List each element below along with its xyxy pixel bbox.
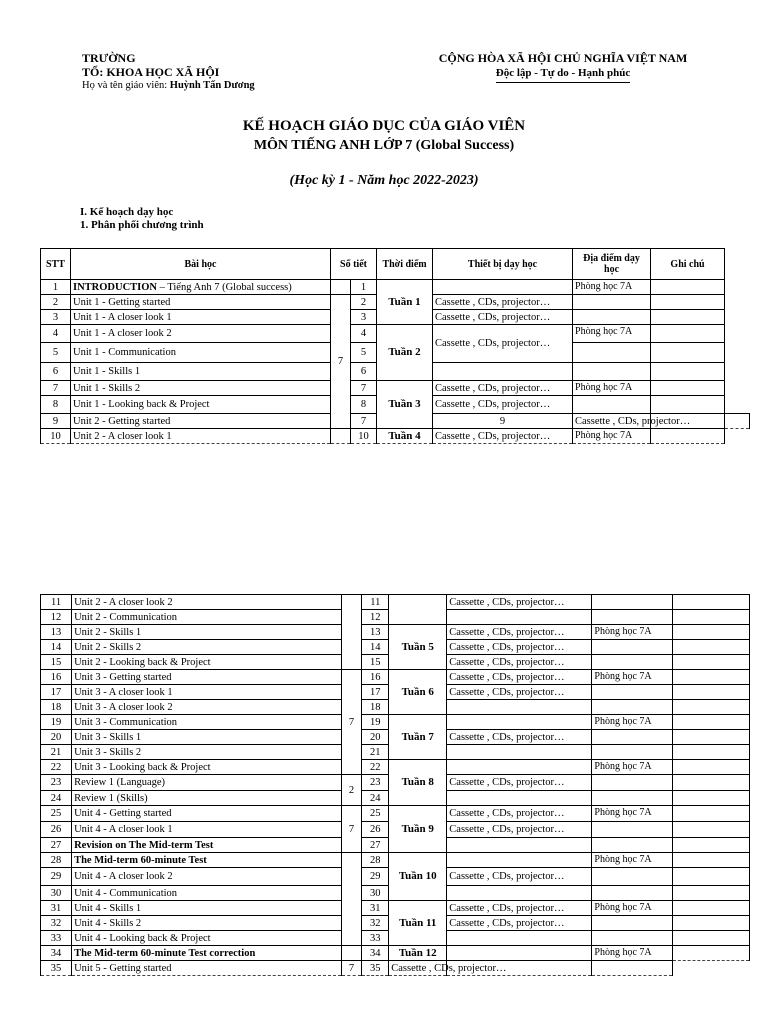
- teacher-label: Họ và tên giáo viên:: [82, 80, 168, 91]
- room-cell: [592, 610, 673, 625]
- room-cell: [592, 700, 673, 715]
- room-cell: Phòng học 7A: [592, 760, 673, 775]
- lesson-cell: [71, 280, 331, 295]
- stt-cell: 27: [41, 838, 72, 853]
- table-row: [41, 280, 750, 295]
- room-cell: [592, 791, 673, 806]
- room-cell: [592, 931, 673, 946]
- room-cell: Phòng học 7A: [573, 381, 651, 396]
- room-cell: [592, 655, 673, 670]
- week-cell: Tuần 5: [389, 625, 447, 670]
- period-cell: 23: [362, 775, 389, 791]
- room-cell: [573, 363, 651, 381]
- note-cell: [673, 595, 750, 610]
- stt-cell: 22: [41, 760, 72, 775]
- room-cell: [592, 730, 673, 745]
- lesson-cell: Unit 4 - Getting started: [72, 806, 342, 822]
- lesson-cell: Unit 3 - Getting started: [72, 670, 342, 685]
- period-cell: 25: [362, 806, 389, 822]
- period-cell: 4: [351, 325, 377, 343]
- note-cell: [673, 610, 750, 625]
- room-cell: [592, 640, 673, 655]
- header-right: [438, 51, 688, 83]
- stt-cell: 18: [41, 700, 72, 715]
- table-row: [41, 901, 750, 916]
- room-cell: [592, 916, 673, 931]
- period-cell: 30: [362, 886, 389, 901]
- table-row: [41, 595, 750, 610]
- stt-cell: 8: [41, 396, 71, 414]
- equipment-cell: Cassette , CDs, projector…: [573, 414, 651, 429]
- note-cell: [673, 730, 750, 745]
- header-left: [82, 51, 255, 93]
- equipment-cell: Cassette , CDs, projector…: [447, 670, 592, 685]
- stt-cell: 23: [41, 775, 72, 791]
- room-cell: Phòng học 7A: [573, 429, 651, 444]
- table-body: [41, 595, 750, 976]
- note-cell: [651, 363, 725, 381]
- week-cell: Tuần 11: [389, 901, 447, 946]
- week-cell: Tuần 3: [377, 381, 433, 429]
- count-cell: 7: [341, 670, 362, 775]
- lesson-cell: Unit 5 - Getting started: [72, 961, 342, 976]
- lesson-cell: Revision on The Mid-term Test: [72, 838, 342, 853]
- equipment-cell: [447, 931, 592, 946]
- week-cell: Tuần 2: [377, 325, 433, 381]
- room-cell: [592, 822, 673, 838]
- lesson-cell: Unit 2 - Skills 1: [72, 625, 342, 640]
- col-header-stt: STT: [41, 249, 71, 280]
- table-row: [41, 760, 750, 775]
- table-row: [41, 325, 750, 343]
- equipment-cell: Cassette , CDs, projector…: [447, 595, 592, 610]
- lesson-cell: Unit 4 - Skills 1: [72, 901, 342, 916]
- period-cell: 13: [362, 625, 389, 640]
- lesson-cell: Unit 1 - A closer look 1: [71, 310, 331, 325]
- note-cell: [673, 745, 750, 760]
- stt-cell: 17: [41, 685, 72, 700]
- period-cell: 16: [362, 670, 389, 685]
- room-cell: Phòng học 7A: [592, 625, 673, 640]
- room-cell: Phòng học 7A: [592, 946, 673, 961]
- lesson-cell: Review 1 (Language): [72, 775, 342, 791]
- week-cell: Tuần 4: [377, 429, 433, 444]
- stt-cell: 30: [41, 886, 72, 901]
- table-row: [41, 715, 750, 730]
- period-cell: 19: [362, 715, 389, 730]
- stt-cell: 21: [41, 745, 72, 760]
- col-header-time: Thời điểm: [377, 249, 433, 280]
- note-cell: [673, 931, 750, 946]
- week-cell: Tuần 12: [389, 946, 447, 961]
- note-cell: [651, 310, 725, 325]
- lesson-cell: Unit 4 - Communication: [72, 886, 342, 901]
- period-cell: 3: [351, 310, 377, 325]
- equipment-cell: Cassette , CDs, projector…: [433, 325, 573, 363]
- period-cell: 10: [351, 429, 377, 444]
- room-cell: Phòng học 7A: [592, 901, 673, 916]
- equipment-cell: Cassette , CDs, projector…: [433, 396, 573, 414]
- stt-cell: 7: [41, 381, 71, 396]
- note-cell: [673, 640, 750, 655]
- equipment-cell: Cassette , CDs, projector…: [447, 916, 592, 931]
- lesson-cell: Unit 4 - Looking back & Project: [72, 931, 342, 946]
- note-cell: [673, 822, 750, 838]
- equipment-cell: Cassette , CDs, projector…: [447, 901, 592, 916]
- week-cell: Tuần 9: [389, 806, 447, 853]
- lesson-cell: Unit 3 - A closer look 1: [72, 685, 342, 700]
- note-cell: [673, 916, 750, 931]
- note-cell: [673, 775, 750, 791]
- count-cell: 7: [341, 961, 362, 976]
- room-cell: [592, 886, 673, 901]
- lesson-cell: Unit 3 - Communication: [72, 715, 342, 730]
- room-cell: Phòng học 7A: [592, 806, 673, 822]
- count-cell: 7: [341, 806, 362, 853]
- table-row: [41, 806, 750, 822]
- period-cell: 35: [362, 961, 389, 976]
- lesson-cell: Unit 3 - A closer look 2: [72, 700, 342, 715]
- teacher-line: [82, 79, 255, 93]
- title-line-1: KẾ HOẠCH GIÁO DỤC CỦA GIÁO VIÊN: [242, 118, 526, 134]
- period-cell: 22: [362, 760, 389, 775]
- period-cell: 21: [362, 745, 389, 760]
- equipment-cell: [447, 760, 592, 775]
- equipment-cell: Cassette , CDs, projector…: [447, 775, 592, 791]
- room-cell: Phòng học 7A: [592, 670, 673, 685]
- room-cell: [573, 343, 651, 363]
- week-cell: Tuần 6: [389, 670, 447, 715]
- equipment-cell: Cassette , CDs, projector…: [389, 961, 447, 976]
- equipment-cell: [447, 886, 592, 901]
- lesson-cell: Unit 4 - Skills 2: [72, 916, 342, 931]
- stt-cell: 3: [41, 310, 71, 325]
- stt-cell: 11: [41, 595, 72, 610]
- equipment-cell: Cassette , CDs, projector…: [447, 655, 592, 670]
- note-cell: [651, 295, 725, 310]
- lesson-bold: INTRODUCTION: [73, 281, 158, 293]
- room-cell: [592, 595, 673, 610]
- period-cell: 28: [362, 853, 389, 868]
- note-cell: [673, 655, 750, 670]
- week-cell: Tuần 10: [389, 853, 447, 901]
- lesson-text: Tiếng Anh 7 (Global success): [167, 281, 292, 293]
- country-name: CỘNG HÒA XÃ HỘI CHỦ NGHĨA VIỆT NAM: [438, 51, 688, 65]
- count-cell: [341, 946, 362, 961]
- equipment-cell: Cassette , CDs, projector…: [433, 381, 573, 396]
- col-header-equipment: Thiết bị dạy học: [433, 249, 573, 280]
- stt-cell: 31: [41, 901, 72, 916]
- period-cell: 31: [362, 901, 389, 916]
- stt-cell: 34: [41, 946, 72, 961]
- equipment-cell: [447, 700, 592, 715]
- equipment-cell: Cassette , CDs, projector…: [447, 640, 592, 655]
- table-row: [41, 381, 750, 396]
- section-1: I. Kế hoạch dạy học: [80, 206, 174, 218]
- stt-cell: 20: [41, 730, 72, 745]
- note-cell: [673, 853, 750, 868]
- stt-cell: 24: [41, 791, 72, 806]
- lesson-cell: Unit 3 - Skills 2: [72, 745, 342, 760]
- lesson-cell: Unit 1 - Skills 2: [71, 381, 331, 396]
- stt-cell: 1: [41, 280, 71, 295]
- period-cell: 26: [362, 822, 389, 838]
- col-header-periods: Số tiết: [331, 249, 377, 280]
- period-cell: 18: [362, 700, 389, 715]
- school-name: TRƯỜNG: [82, 51, 136, 65]
- table-header-row: [41, 249, 750, 280]
- note-cell: [673, 838, 750, 853]
- note-cell: [592, 961, 673, 976]
- stt-cell: 4: [41, 325, 71, 343]
- room-cell: Phòng học 7A: [592, 715, 673, 730]
- period-cell: 17: [362, 685, 389, 700]
- room-cell: [573, 310, 651, 325]
- note-cell: [673, 791, 750, 806]
- lesson-cell: Unit 2 - Getting started: [71, 414, 331, 429]
- note-cell: [651, 280, 725, 295]
- lesson-cell: Unit 1 - Looking back & Project: [71, 396, 331, 414]
- stt-cell: 2: [41, 295, 71, 310]
- period-cell: 20: [362, 730, 389, 745]
- motto: Độc lập - Tự do - Hạnh phúc: [496, 66, 630, 83]
- col-header-lesson: Bài học: [71, 249, 331, 280]
- period-cell: 15: [362, 655, 389, 670]
- period-cell: 14: [362, 640, 389, 655]
- lesson-cell: Unit 3 - Skills 1: [72, 730, 342, 745]
- lesson-cell: The Mid-term 60-minute Test: [72, 853, 342, 868]
- title-line-2: MÔN TIẾNG ANH LỚP 7 (Global Success): [253, 138, 515, 153]
- schedule-table-part1: [40, 248, 750, 444]
- lesson-cell: Unit 4 - A closer look 1: [72, 822, 342, 838]
- title-line-3: (Học kỳ 1 - Năm học 2022-2023): [289, 173, 479, 188]
- table-row: [41, 625, 750, 640]
- room-cell: Phòng học 7A: [573, 280, 651, 295]
- stt-cell: 16: [41, 670, 72, 685]
- note-cell: [673, 868, 750, 886]
- count-cell: 7: [351, 414, 377, 429]
- count-cell: [341, 853, 362, 946]
- equipment-cell: Cassette , CDs, projector…: [447, 685, 592, 700]
- room-cell: Phòng học 7A: [592, 853, 673, 868]
- table-row: [41, 670, 750, 685]
- stt-cell: 5: [41, 343, 71, 363]
- equipment-cell: Cassette , CDs, projector…: [433, 310, 573, 325]
- room-cell: [592, 685, 673, 700]
- lesson-cell: Unit 4 - A closer look 2: [72, 868, 342, 886]
- room-cell: [592, 745, 673, 760]
- count-cell: 2: [341, 775, 362, 806]
- lesson-cell: Review 1 (Skills): [72, 791, 342, 806]
- note-cell: [673, 625, 750, 640]
- equipment-cell: Cassette , CDs, projector…: [433, 429, 573, 444]
- period-cell: 29: [362, 868, 389, 886]
- stt-cell: 14: [41, 640, 72, 655]
- table-row: [41, 853, 750, 868]
- lesson-cell: Unit 3 - Looking back & Project: [72, 760, 342, 775]
- period-cell: 12: [362, 610, 389, 625]
- equipment-cell: [447, 791, 592, 806]
- stt-cell: 33: [41, 931, 72, 946]
- note-cell: [651, 381, 725, 396]
- equipment-cell: [433, 280, 573, 295]
- lesson-cell: Unit 1 - Skills 1: [71, 363, 331, 381]
- lesson-cell: Unit 2 - Skills 2: [72, 640, 342, 655]
- teacher-name: Huỳnh Tấn Dương: [169, 80, 255, 91]
- equipment-cell: [447, 745, 592, 760]
- lesson-cell: Unit 1 - A closer look 2: [71, 325, 331, 343]
- equipment-cell: Cassette , CDs, projector…: [433, 295, 573, 310]
- period-cell: 5: [351, 343, 377, 363]
- table-row: [41, 946, 750, 961]
- equipment-cell: [447, 853, 592, 868]
- stt-cell: 6: [41, 363, 71, 381]
- count-cell: [341, 595, 362, 670]
- count-cell: 7: [331, 295, 351, 429]
- count-cell: [331, 280, 351, 295]
- period-cell: 33: [362, 931, 389, 946]
- week-cell: Tuần 7: [389, 715, 447, 760]
- stt-cell: 32: [41, 916, 72, 931]
- room-cell: [592, 775, 673, 791]
- note-cell: [725, 414, 750, 429]
- equipment-cell: Cassette , CDs, projector…: [447, 730, 592, 745]
- table-row: [41, 429, 750, 444]
- period-cell: 27: [362, 838, 389, 853]
- room-cell: [573, 295, 651, 310]
- lesson-cell: Unit 2 - A closer look 1: [71, 429, 331, 444]
- equipment-cell: Cassette , CDs, projector…: [447, 806, 592, 822]
- section-2: 1. Phân phối chương trình: [80, 219, 204, 231]
- table-row: [41, 961, 750, 976]
- stt-cell: 26: [41, 822, 72, 838]
- stt-cell: 19: [41, 715, 72, 730]
- period-cell: 7: [351, 381, 377, 396]
- note-cell: [673, 715, 750, 730]
- room-cell: [592, 838, 673, 853]
- room-cell: [573, 396, 651, 414]
- week-cell: Tuần 1: [377, 280, 433, 325]
- equipment-cell: [447, 838, 592, 853]
- stt-cell: 25: [41, 806, 72, 822]
- equipment-cell: Cassette , CDs, projector…: [447, 625, 592, 640]
- equipment-cell: [447, 715, 592, 730]
- note-cell: [673, 670, 750, 685]
- note-cell: [673, 946, 750, 961]
- note-cell: [673, 760, 750, 775]
- equipment-cell: [447, 610, 592, 625]
- col-header-note: Ghi chú: [651, 249, 725, 280]
- note-cell: [673, 806, 750, 822]
- count-cell: [331, 429, 351, 444]
- note-cell: [651, 343, 725, 363]
- schedule-table-part2: [40, 594, 750, 976]
- period-cell: 9: [433, 414, 573, 429]
- department: TỔ: KHOA HỌC XÃ HỘI: [82, 65, 220, 79]
- equipment-cell: [433, 363, 573, 381]
- note-cell: [673, 700, 750, 715]
- stt-cell: 28: [41, 853, 72, 868]
- room-cell: [592, 868, 673, 886]
- lesson-sep: –: [157, 281, 168, 293]
- lesson-cell: The Mid-term 60-minute Test correction: [72, 946, 342, 961]
- stt-cell: 9: [41, 414, 71, 429]
- period-cell: 34: [362, 946, 389, 961]
- lesson-cell: Unit 1 - Getting started: [71, 295, 331, 310]
- stt-cell: 10: [41, 429, 71, 444]
- lesson-cell: Unit 2 - A closer look 2: [72, 595, 342, 610]
- room-cell: Phòng học 7A: [573, 325, 651, 343]
- stt-cell: 12: [41, 610, 72, 625]
- week-cell: Tuần 8: [389, 760, 447, 806]
- note-cell: [651, 325, 725, 343]
- note-cell: [673, 901, 750, 916]
- period-cell: 24: [362, 791, 389, 806]
- lesson-cell: Unit 2 - Communication: [72, 610, 342, 625]
- stt-cell: 13: [41, 625, 72, 640]
- note-cell: [673, 685, 750, 700]
- lesson-cell: Unit 1 - Communication: [71, 343, 331, 363]
- note-cell: [651, 429, 725, 444]
- equipment-cell: Cassette , CDs, projector…: [447, 868, 592, 886]
- note-cell: [651, 396, 725, 414]
- stt-cell: 15: [41, 655, 72, 670]
- note-cell: [673, 886, 750, 901]
- lesson-cell: Unit 2 - Looking back & Project: [72, 655, 342, 670]
- period-cell: 11: [362, 595, 389, 610]
- equipment-cell: [447, 946, 592, 961]
- period-cell: 2: [351, 295, 377, 310]
- period-cell: 32: [362, 916, 389, 931]
- equipment-cell: Cassette , CDs, projector…: [447, 822, 592, 838]
- stt-cell: 35: [41, 961, 72, 976]
- col-header-location: Địa điểm dạy học: [573, 249, 651, 280]
- week-cell: [389, 595, 447, 625]
- period-cell: 6: [351, 363, 377, 381]
- period-cell: 8: [351, 396, 377, 414]
- stt-cell: 29: [41, 868, 72, 886]
- period-cell: 1: [351, 280, 377, 295]
